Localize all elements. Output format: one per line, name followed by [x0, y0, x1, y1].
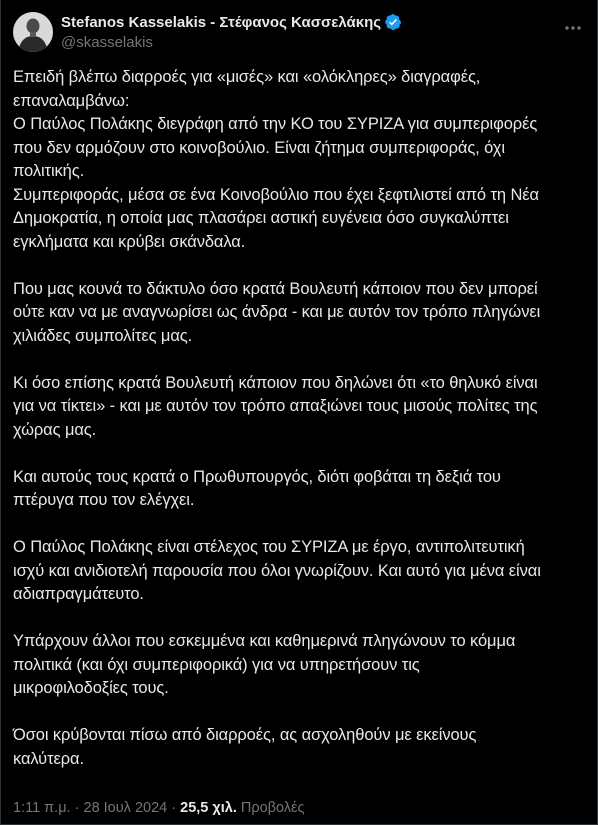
tweet-text	[13, 66, 573, 795]
tweet-text-line: Και αυτούς τους κρατά ο Πρωθυπουργός, διότι φοβάται τη δεξιά του	[13, 467, 501, 486]
tweet-time[interactable]: 1:11 π.μ.	[13, 800, 71, 816]
tweet-paragraph	[13, 66, 573, 254]
tweet-date[interactable]: 28 Ιουλ 2024	[83, 800, 168, 816]
tweet-paragraph	[13, 372, 573, 443]
tweet-text-line: εγκλήματα και κρύβει σκάνδαλα.	[13, 232, 246, 251]
views-label: Προβολές	[240, 800, 305, 816]
tweet-text-line: ισχύ και ανιδιοτελή παρουσία που όλοι γνωρίζουν. Και αυτό για μένα είναι	[13, 561, 541, 580]
views-count: 25,5 χιλ.	[180, 800, 237, 816]
tweet-text-line: χιλιάδες συμπολίτες μας.	[13, 326, 193, 345]
tweet-text-line: Επειδή βλέπω διαρροές για «μισές» και «ολόκληρες» διαγραφές,	[13, 68, 481, 86]
author-handle[interactable]: @skasselakis	[61, 34, 153, 51]
tweet-text-line: Υπάρχουν άλλοι που εσκεμμένα και καθημερινά πληγώνουν το κόμμα	[13, 632, 516, 650]
tweet-text-line: Κι όσο επίσης κρατά Βουλευτή κάποιον που δηλώνει ότι «το θηλυκό είναι	[13, 373, 538, 392]
tweet-text-line: Όσοι κρύβονται πίσω από διαρροές, ας ασχοληθούν με εκείνους	[13, 726, 477, 744]
tweet-text-line: για να τίκτει» - και με αυτόν τον τρόπο απαξιώνει τους μισούς πολίτες της	[13, 397, 538, 415]
tweet-text-line: Συμπεριφοράς, μέσα σε ένα Κοινοβούλιο που έχει ξεφτιλιστεί από τη Νέα	[13, 185, 539, 204]
tweet-text-line: πολιτικής.	[13, 162, 85, 180]
tweet-text-line: πτέρυγα που τον ελέγχει.	[13, 491, 195, 509]
tweet-text-line: επαναλαμβάνω:	[13, 91, 130, 110]
avatar[interactable]	[13, 12, 53, 52]
meta-separator: ·	[74, 800, 80, 816]
meta-separator: ·	[171, 800, 177, 816]
tweet-text-line: μικροφιλοδοξίες τους.	[13, 679, 169, 697]
display-name[interactable]: Stefanos Kasselakis - Στέφανος Κασσελάκης	[61, 13, 382, 31]
tweet-text-line: Ο Παύλος Πολάκης είναι στέλεχος του ΣΥΡΙΖΑ με έργο, αντιπολιτευτική	[13, 538, 525, 556]
tweet-paragraph	[13, 536, 573, 607]
verified-badge-icon[interactable]	[384, 13, 402, 31]
tweet-paragraph	[13, 724, 573, 771]
tweet-text-line: Ο Παύλος Πολάκης διεγράφη από την ΚΟ του ΣΥΡΙΖΑ για συμπεριφορές	[13, 115, 538, 133]
more-horizontal-icon[interactable]	[563, 18, 583, 38]
tweet-header	[13, 8, 585, 56]
tweet-paragraph	[13, 630, 573, 701]
display-name-row	[61, 12, 402, 32]
author-names	[61, 12, 402, 51]
tweet-meta	[13, 800, 305, 816]
tweet-text-line: αδιαπραγμάτευτο.	[13, 585, 144, 603]
tweet-text-line: ούτε καν να με αναγνωρίσει ως άνδρα - και με αυτόν τον τρόπο πληγώνει	[13, 303, 541, 321]
tweet-text-line: πολιτικά (και όχι συμπεριφορικά) για να υπηρετήσουν τις	[13, 655, 420, 674]
tweet-text-line: Που μας κουνά το δάκτυλο όσο κρατά Βουλευτή κάποιον που δεν μπορεί	[13, 279, 538, 298]
tweet-paragraph	[13, 466, 573, 513]
tweet-text-line: Δημοκρατία, η οποία μας πλασάρει αστική ευγένεια όσο συγκαλύπτει	[13, 209, 509, 227]
tweet-text-line: καλύτερα.	[13, 749, 84, 768]
tweet-text-line: που δεν αρμόζουν στο κοινοβούλιο. Είναι ζήτημα συμπεριφοράς, όχι	[13, 138, 505, 157]
tweet-paragraph	[13, 278, 573, 349]
tweet-text-line: χώρας μας.	[13, 420, 97, 439]
avatar-image	[13, 12, 53, 52]
